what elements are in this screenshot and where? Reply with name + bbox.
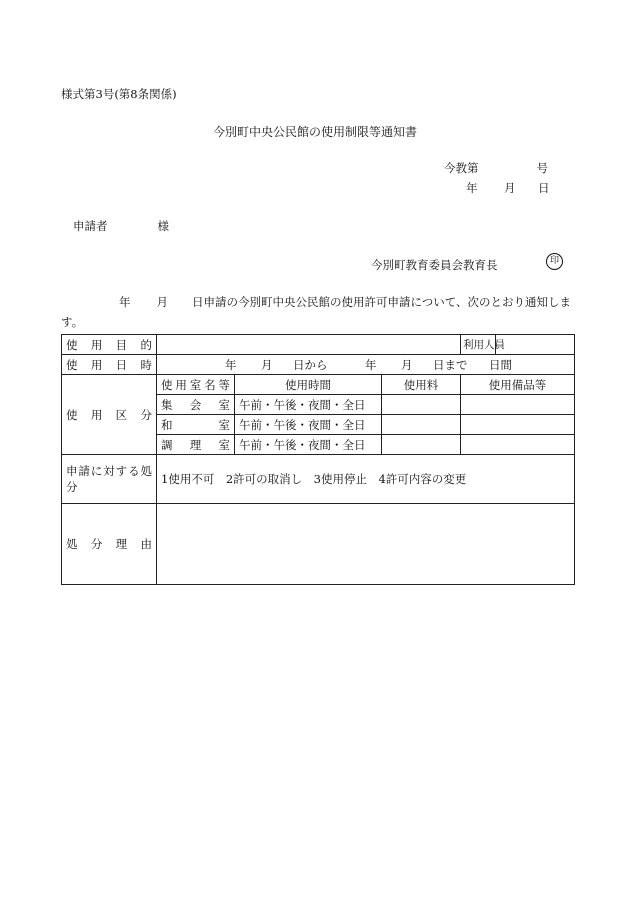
body-year: 年 (119, 295, 131, 309)
datetime-label: 使用日時 (62, 355, 157, 375)
usage-restriction-table (61, 334, 575, 585)
users-value (496, 335, 575, 355)
room-name: 集会室 (157, 395, 235, 415)
applicant-line (73, 218, 169, 234)
disposition-label: 申請に対する処分 (62, 455, 157, 504)
to-year: 年 (365, 357, 377, 372)
row-division-header (62, 375, 575, 395)
issue-date-year: 年 (466, 181, 478, 195)
to-day: 日まで (433, 357, 468, 372)
row-disposition (62, 455, 575, 504)
document-number (444, 160, 548, 176)
row-datetime (62, 355, 575, 375)
room-fee (382, 415, 461, 435)
seal-mark: 印 (546, 253, 563, 270)
body-month: 月 (156, 295, 168, 309)
document-title: 今別町中央公民館の使用制限等通知書 (212, 125, 417, 139)
room-equipment (461, 395, 575, 415)
notice-body (61, 292, 576, 332)
disposition-options: 1使用不可 2許可の取消し 3使用停止 4許可内容の変更 (157, 455, 575, 504)
room-equipment (461, 435, 575, 455)
col-fee: 使用料 (382, 375, 461, 395)
issue-date (466, 180, 550, 196)
issue-date-day: 日 (538, 181, 550, 195)
purpose-value (157, 335, 461, 355)
form-reference: 様式第3号(第8条関係) (61, 87, 177, 101)
days-label: 日間 (489, 357, 512, 372)
from-day: 日から (293, 357, 328, 372)
datetime-value (157, 355, 575, 375)
from-year: 年 (225, 357, 237, 372)
room-time-options: 午前・午後・夜間・全日 (235, 395, 382, 415)
room-time-options: 午前・午後・夜間・全日 (235, 435, 382, 455)
reason-label: 処分理由 (62, 504, 157, 585)
reason-value (157, 504, 575, 585)
issue-date-month: 月 (504, 181, 516, 195)
row-purpose (62, 335, 575, 355)
body-text: 日申請の今別町中央公民館の使用許可申請について、次のとおり通知します。 (61, 295, 572, 329)
col-equipment: 使用備品等 (461, 375, 575, 395)
room-equipment (461, 415, 575, 435)
col-room-name: 使用室名等 (157, 375, 235, 395)
issuer-name: 今別町教育委員会教育長 (371, 258, 498, 272)
room-fee (382, 435, 461, 455)
room-fee (382, 395, 461, 415)
room-name: 和室 (157, 415, 235, 435)
purpose-label: 使用目的 (62, 335, 157, 355)
room-time-options: 午前・午後・夜間・全日 (235, 415, 382, 435)
room-name: 調理室 (157, 435, 235, 455)
applicant-suffix: 様 (157, 219, 169, 233)
applicant-label: 申請者 (73, 219, 108, 233)
doc-number-prefix: 今教第 (444, 161, 479, 175)
from-month: 月 (261, 357, 273, 372)
users-label: 利用人員 (461, 335, 496, 355)
division-label: 使用区分 (62, 375, 157, 455)
row-reason (62, 504, 575, 585)
col-usage-time: 使用時間 (235, 375, 382, 395)
doc-number-suffix: 号 (536, 161, 548, 175)
to-month: 月 (401, 357, 413, 372)
